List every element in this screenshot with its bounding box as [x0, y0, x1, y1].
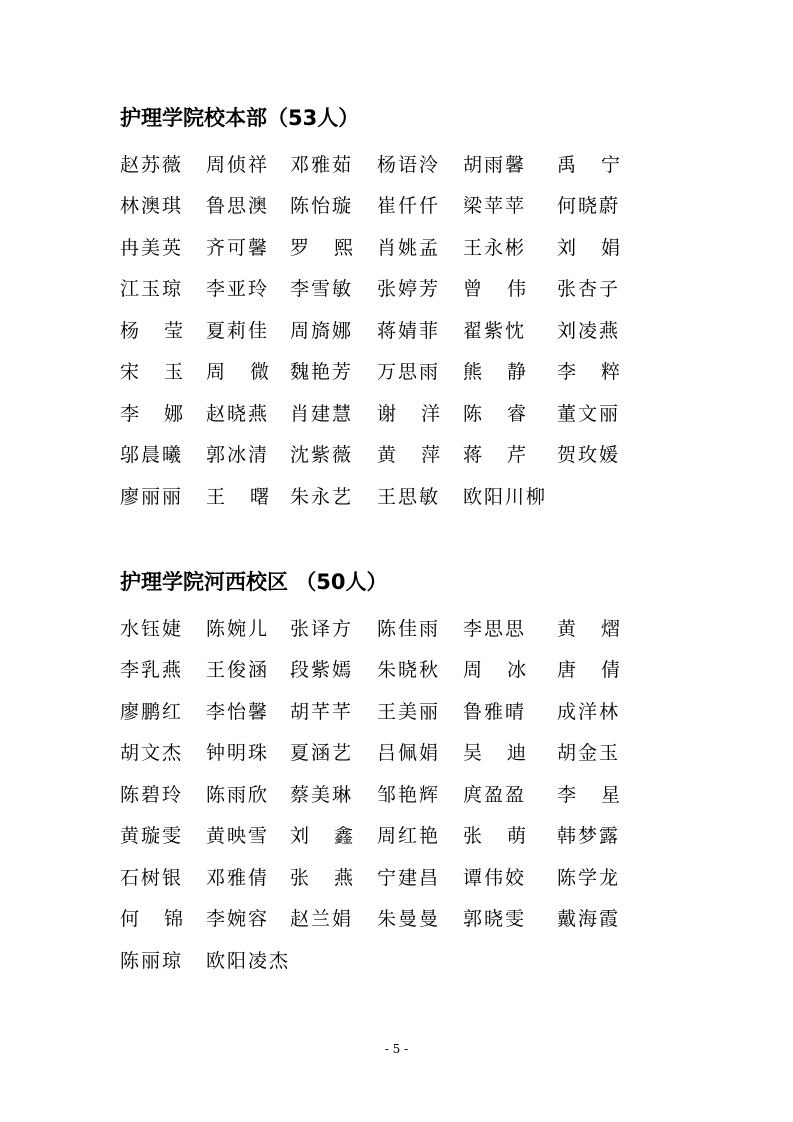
name-row: [120, 691, 640, 733]
name-entry: 魏艳芳: [290, 361, 354, 384]
name-entry: 邓雅茹: [290, 153, 354, 176]
name-entry: 王思敏: [377, 485, 441, 508]
name-entry: 胡芊芊: [290, 700, 354, 723]
name-entry: 周 冰: [463, 659, 526, 682]
name-row: [120, 352, 640, 394]
name-entry: 宁建昌: [377, 866, 441, 889]
name-entry: 熊 静: [463, 361, 526, 384]
name-entry: 张译方: [290, 617, 354, 640]
name-entry: 林澳琪: [120, 195, 184, 218]
name-entry: 王永彬: [463, 236, 527, 259]
name-row: [120, 435, 640, 477]
name-entry: 夏涵艺: [290, 742, 354, 765]
name-entry: 朱曼曼: [377, 908, 441, 931]
name-entry: 江玉琼: [120, 278, 184, 301]
name-entry: 邓雅倩: [206, 866, 270, 889]
name-entry: 廖丽丽: [120, 485, 184, 508]
name-entry: 周旖娜: [290, 319, 354, 342]
name-entry: 李 娜: [120, 402, 183, 425]
name-entry: 张 萌: [463, 825, 526, 848]
name-entry: 邬晨曦: [120, 444, 184, 467]
name-row: [120, 857, 640, 899]
name-entry: 董文丽: [557, 402, 621, 425]
name-row: [120, 186, 640, 228]
name-entry: 李 星: [557, 783, 620, 806]
name-entry: 李怡馨: [206, 700, 270, 723]
name-entry: 水钰婕: [120, 617, 184, 640]
name-row: [120, 774, 640, 816]
name-row: [120, 144, 640, 186]
name-entry: 周 微: [206, 361, 269, 384]
name-entry: 李思思: [463, 617, 527, 640]
name-entry: 崔仟仟: [377, 195, 441, 218]
name-entry: 胡文杰: [120, 742, 184, 765]
name-entry: 欧阳川柳: [463, 485, 548, 508]
name-entry: 周红艳: [377, 825, 441, 848]
name-row: [120, 940, 640, 982]
name-entry: 戴海霞: [557, 908, 621, 931]
name-entry: 刘 鑫: [290, 825, 353, 848]
name-entry: 何 锦: [120, 908, 183, 931]
name-entry: 夏莉佳: [206, 319, 270, 342]
name-entry: 段紫嫣: [290, 659, 354, 682]
name-entry: 朱晓秋: [377, 659, 441, 682]
name-row: [120, 393, 640, 435]
name-entry: 肖姚孟: [377, 236, 441, 259]
name-entry: 郭晓雯: [463, 908, 527, 931]
name-entry: 郭冰清: [206, 444, 270, 467]
name-entry: 梁苹苹: [463, 195, 527, 218]
page-number: - 5 -: [384, 1042, 409, 1056]
name-entry: 蔡美琳: [290, 783, 354, 806]
name-entry: 张杏子: [557, 278, 621, 301]
name-entry: 韩梦露: [557, 825, 621, 848]
name-row: [120, 816, 640, 858]
name-entry: 冉美英: [120, 236, 184, 259]
name-list: [120, 144, 640, 518]
name-entry: 何晓蔚: [557, 195, 621, 218]
name-entry: 黄映雪: [206, 825, 270, 848]
name-entry: 成洋林: [557, 700, 621, 723]
name-entry: 杨语泠: [377, 153, 441, 176]
name-entry: 朱永艺: [290, 485, 354, 508]
name-entry: 陈婉儿: [206, 617, 270, 640]
name-entry: 庹盈盈: [463, 783, 527, 806]
name-entry: 沈紫薇: [290, 444, 354, 467]
name-entry: 鲁思澳: [206, 195, 270, 218]
name-entry: 黄 熠: [557, 617, 620, 640]
name-entry: 肖建慧: [290, 402, 354, 425]
name-entry: 刘 娟: [557, 236, 620, 259]
name-entry: 胡金玉: [557, 742, 621, 765]
name-entry: 黄 萍: [377, 444, 440, 467]
name-entry: 王俊涵: [206, 659, 270, 682]
name-entry: 鲁雅晴: [463, 700, 527, 723]
name-row: [120, 227, 640, 269]
name-row: [120, 608, 640, 650]
name-entry: 欧阳凌杰: [206, 949, 291, 972]
name-entry: 万思雨: [377, 361, 441, 384]
name-entry: 李婉容: [206, 908, 270, 931]
name-entry: 陈雨欣: [206, 783, 270, 806]
name-entry: 陈 睿: [463, 402, 526, 425]
name-entry: 谭伟姣: [463, 866, 527, 889]
section-title: 护理学院校本部（53人）: [120, 106, 360, 130]
name-entry: 曾 伟: [463, 278, 526, 301]
name-entry: 胡雨馨: [463, 153, 527, 176]
name-entry: 齐可馨: [206, 236, 270, 259]
name-row: [120, 899, 640, 941]
section-hexi-campus: [120, 568, 640, 982]
name-entry: 吕佩娟: [377, 742, 441, 765]
name-entry: 蒋 芹: [463, 444, 526, 467]
name-entry: 李乳燕: [120, 659, 184, 682]
name-entry: 谢 洋: [377, 402, 440, 425]
name-entry: 吴 迪: [463, 742, 526, 765]
name-entry: 陈怡璇: [290, 195, 354, 218]
name-entry: 陈佳雨: [377, 617, 441, 640]
name-entry: 李 粹: [557, 361, 620, 384]
name-entry: 张婷芳: [377, 278, 441, 301]
name-entry: 钟明珠: [206, 742, 270, 765]
name-entry: 周侦祥: [206, 153, 270, 176]
name-entry: 陈碧玲: [120, 783, 184, 806]
name-entry: 石树银: [120, 866, 184, 889]
section-title: 护理学院河西校区 （50人）: [120, 570, 388, 594]
name-entry: 贺玫媛: [557, 444, 621, 467]
name-row: [120, 310, 640, 352]
name-entry: 禹 宁: [557, 153, 620, 176]
name-entry: 邹艳辉: [377, 783, 441, 806]
name-entry: 赵晓燕: [206, 402, 270, 425]
name-entry: 张 燕: [290, 866, 353, 889]
name-entry: 刘凌燕: [557, 319, 621, 342]
name-entry: 陈学龙: [557, 866, 621, 889]
name-entry: 黄璇雯: [120, 825, 184, 848]
name-entry: 王美丽: [377, 700, 441, 723]
name-row: [120, 650, 640, 692]
name-entry: 陈丽琼: [120, 949, 184, 972]
name-entry: 蒋婧菲: [377, 319, 441, 342]
name-list: [120, 608, 640, 982]
name-entry: 罗 熙: [290, 236, 353, 259]
name-entry: 李亚玲: [206, 278, 270, 301]
name-entry: 杨 莹: [120, 319, 183, 342]
name-entry: 赵兰娟: [290, 908, 354, 931]
name-entry: 李雪敏: [290, 278, 354, 301]
name-entry: 宋 玉: [120, 361, 183, 384]
name-entry: 翟紫忱: [463, 319, 527, 342]
name-entry: 赵苏薇: [120, 153, 184, 176]
name-row: [120, 476, 640, 518]
name-entry: 唐 倩: [557, 659, 620, 682]
name-row: [120, 733, 640, 775]
name-row: [120, 269, 640, 311]
name-entry: 王 曙: [206, 485, 269, 508]
name-entry: 廖鹏红: [120, 700, 184, 723]
section-main-campus: [120, 104, 640, 518]
